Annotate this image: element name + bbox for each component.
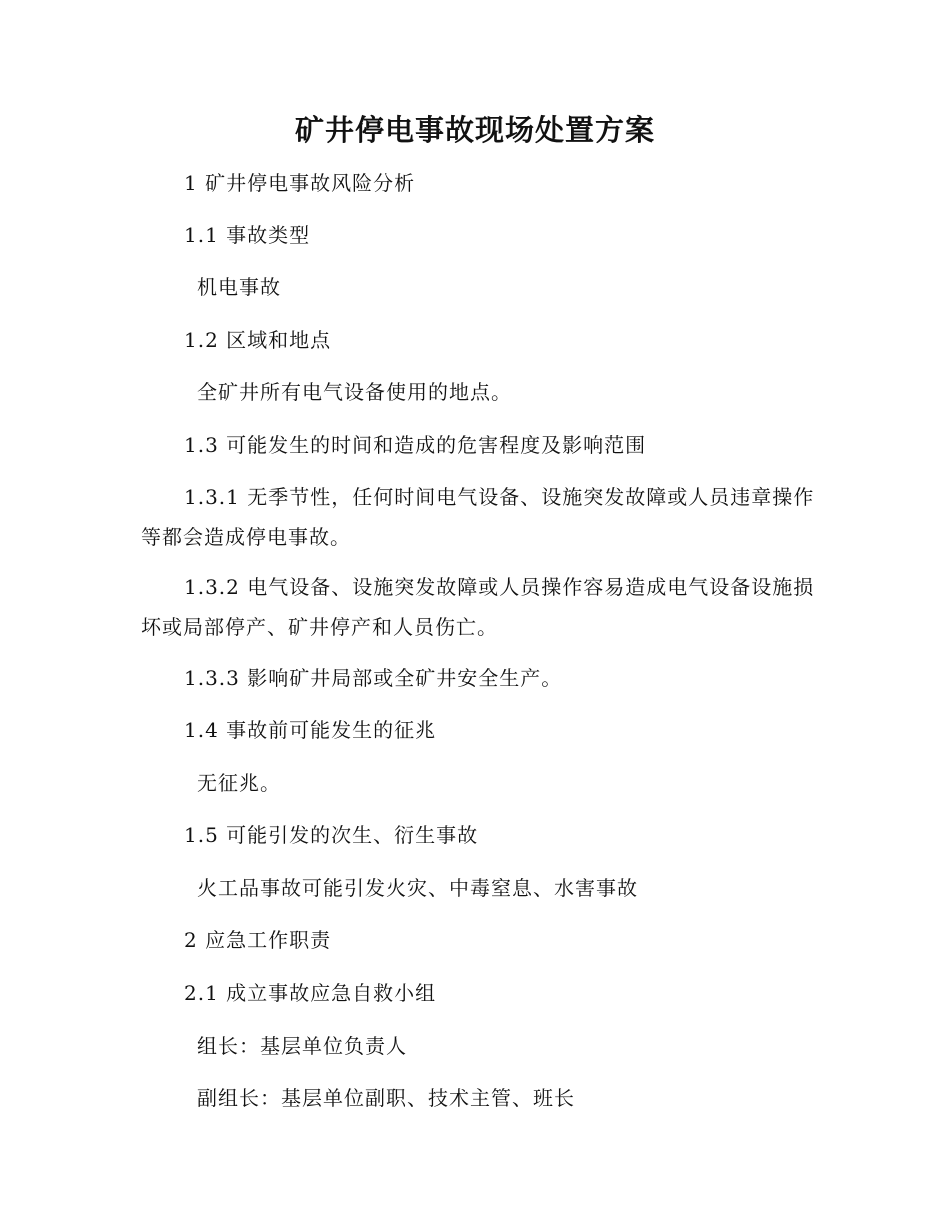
subsection-heading: 1.4 事故前可能发生的征兆 xyxy=(184,718,437,742)
body-text: 机电事故 xyxy=(197,275,281,299)
body-paragraph: 1.3.2 电气设备、设施突发故障或人员操作容易造成电气设备设施损坏或局部停产、矿井停产和人员伤亡。 xyxy=(141,575,815,639)
subsection-heading: 1.3.3 影响矿井局部或全矿井安全生产。 xyxy=(184,666,563,690)
subsection-heading: 1.2 区域和地点 xyxy=(184,328,332,352)
document-title: 矿井停电事故现场处置方案 xyxy=(294,113,655,147)
body-text: 副组长：基层单位副职、技术主管、班长 xyxy=(197,1086,575,1110)
body-text: 火工品事故可能引发火灾、中毒窒息、水害事故 xyxy=(197,876,638,900)
body-text: 全矿井所有电气设备使用的地点。 xyxy=(197,380,512,404)
subsection-heading: 1.5 可能引发的次生、衍生事故 xyxy=(184,823,479,847)
body-paragraph: 1.3.1 无季节性，任何时间电气设备、设施突发故障或人员违章操作等都会造成停电事故。 xyxy=(141,485,815,549)
subsection-heading: 2.1 成立事故应急自救小组 xyxy=(184,981,437,1005)
body-text: 无征兆。 xyxy=(197,771,281,795)
section-heading: 1 矿井停电事故风险分析 xyxy=(184,171,416,195)
body-text: 组长：基层单位负责人 xyxy=(197,1034,407,1058)
section-heading: 2 应急工作职责 xyxy=(184,928,332,952)
subsection-heading: 1.1 事故类型 xyxy=(184,223,311,247)
subsection-heading: 1.3 可能发生的时间和造成的危害程度及影响范围 xyxy=(184,433,647,457)
